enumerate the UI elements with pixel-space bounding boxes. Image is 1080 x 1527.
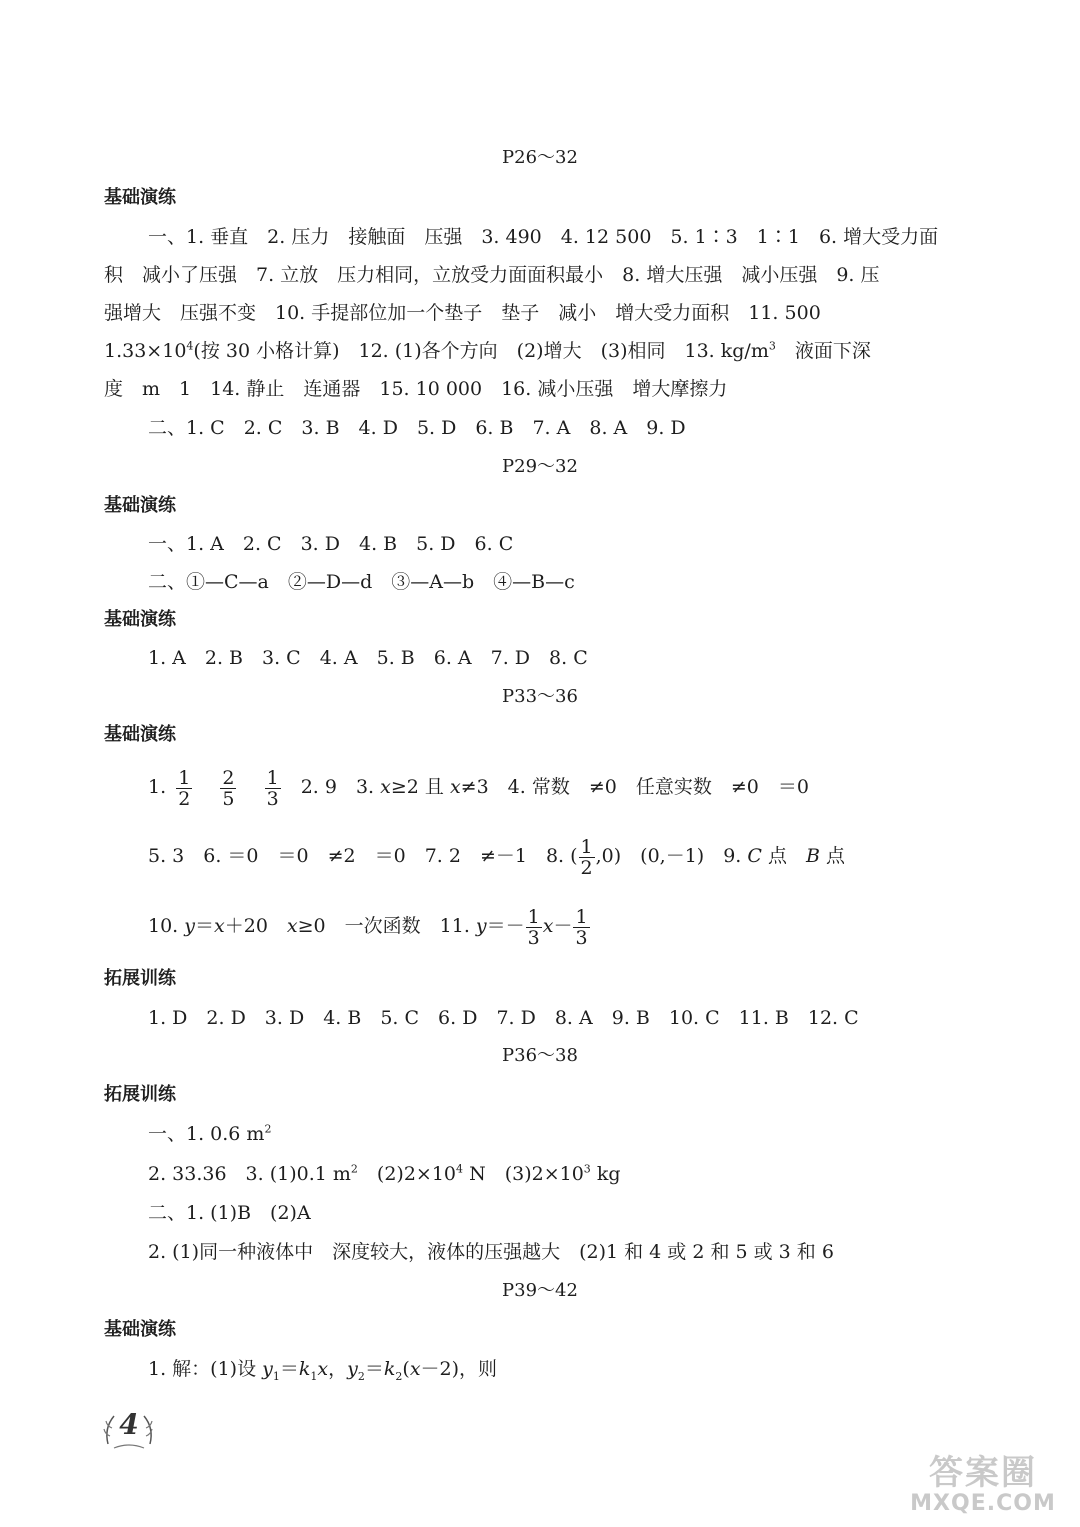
fraction: $\frac{2}{5}$ [222, 766, 235, 810]
fraction: $\frac{1}{2}$ [178, 766, 191, 810]
answer-line: 强增大 压强不变 10. 手提部位加一个垫子 垫子 减小 增大受力面积 11. 500 [104, 302, 821, 324]
section-heading: 基础演练 [104, 724, 176, 745]
page-range-p26: P26～32 [502, 147, 578, 168]
fraction: $\frac{1}{3}$ [266, 766, 279, 810]
answer-line: 1. $\frac{1}{2}$ $\frac{2}{5}$ $\frac{1}{3}$ 2. 9 3. x≥2 且 x≠3 4. 常数 ≠0 任意实数 ≠0 ＝0 [148, 766, 809, 810]
answer-line: 10. y＝x＋20 x≥0 一次函数 11. y＝－ $\frac{1}{3}$ x－ $\frac{1}{3}$ [148, 905, 588, 949]
watermark-site: MXQE.COM [910, 1491, 1056, 1516]
answer-line: 5. 3 6. ＝0 ＝0 ≠2 ＝0 7. 2 ≠－1 8. ( $\frac{1}{2}$ ,0) (0,－1) 9. C 点 B 点 [148, 835, 845, 879]
answer-line: 二、1. (1)B (2)A [148, 1202, 311, 1224]
answer-line: 二、1. C 2. C 3. B 4. D 5. D 6. B 7. A 8. A 9. D [148, 417, 686, 439]
answer-line: 度 m 1 14. 静止 连通器 15. 10 000 16. 减小压强 增大摩擦力 [104, 378, 728, 400]
section-heading: 基础演练 [104, 609, 176, 630]
answer-line: 1. 解：(1)设 $y_1=k_1x$，$y_2=k_2(x-2)$，则 [148, 1358, 498, 1383]
answer-line: $1.33\times 10^4$(按 30 小格计算) 12. (1)各个方向 (2)增大 (3)相同 13. $kg/m^3$ 液面下深 [104, 339, 871, 362]
answer-line: 二、①—C—a ②—D—d ③—A—b ④—B—c [148, 571, 575, 593]
answer-line: 一、1. A 2. C 3. D 4. B 5. D 6. C [148, 533, 514, 555]
page-range-p36: P36～38 [502, 1045, 578, 1066]
watermark-logo: 答案圈 [929, 1453, 1037, 1493]
fraction: $\frac{1}{2}$ [580, 835, 593, 879]
section-heading: 基础演练 [104, 1319, 176, 1340]
fraction: $\frac{1}{3}$ [527, 905, 540, 949]
section-heading: 拓展训练 [104, 1084, 176, 1105]
answer-line: 1. D 2. D 3. D 4. B 5. C 6. D 7. D 8. A 9. B 10. C 11. B 12. C [148, 1007, 859, 1029]
page-number: 4 [119, 1408, 139, 1441]
answer-line: 一、1. 0.6 $m^2$ [148, 1122, 272, 1145]
page-range-p39: P39～42 [502, 1280, 578, 1301]
section-heading: 拓展训练 [104, 968, 176, 989]
page-range-p29: P29～32 [502, 456, 578, 477]
page-range-p33: P33～36 [502, 686, 578, 707]
fraction: $\frac{1}{3}$ [575, 905, 588, 949]
section-heading: 基础演练 [104, 495, 176, 516]
answer-line: 2. 33.36 3. (1)0.1 $m^2$ $(2)2\times 10^4$ N $(3)2\times 10^3$ kg [148, 1162, 621, 1185]
answer-line: 一、1. 垂直 2. 压力 接触面 压强 3. 490 4. 12 500 5. 1∶3 1∶1 6. 增大受力面 [148, 226, 939, 248]
answer-line: 2. (1)同一种液体中 深度较大，液体的压强越大 (2)1 和 4 或 2 和 5 或 3 和 6 [148, 1241, 834, 1263]
section-heading: 基础演练 [104, 187, 176, 208]
page-number-badge [100, 1406, 158, 1452]
answer-line: 积 减小了压强 7. 立放 压力相同，立放受力面面积最小 8. 增大压强 减小压强 9. 压 [104, 264, 880, 286]
watermark [898, 1454, 1068, 1522]
answer-line: 1. A 2. B 3. C 4. A 5. B 6. A 7. D 8. C [148, 647, 588, 669]
